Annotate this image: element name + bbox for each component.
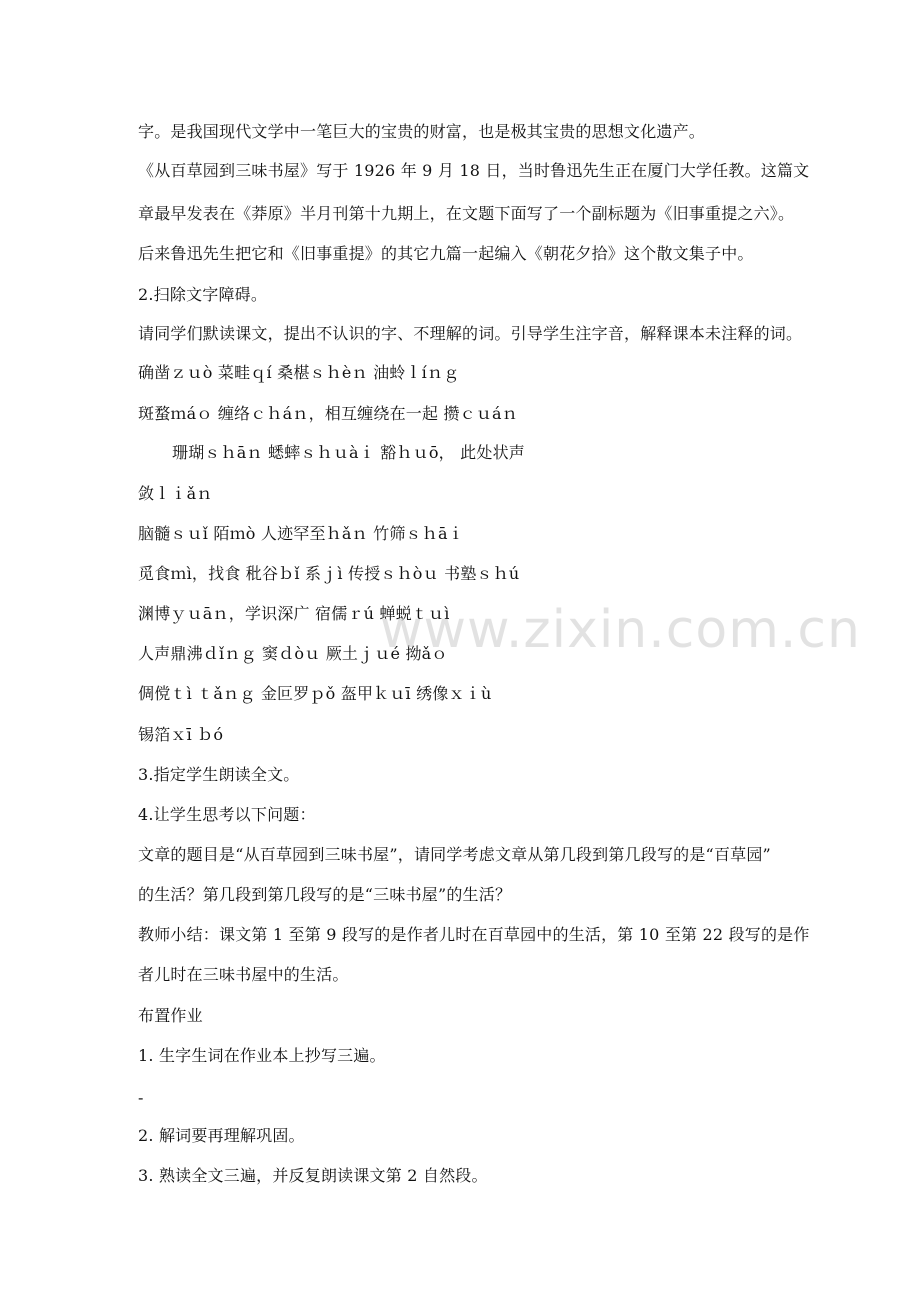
vocab-line: 锡箔ｘī ｂó — [138, 725, 224, 744]
text-line: 《从百草园到三味书屋》写于 1926 年 9 月 18 日，当时鲁迅先生正在厦门大学任教。这篇文 — [138, 161, 810, 180]
section-heading: 4.让学生思考以下问题： — [138, 805, 316, 824]
vocab-line: 确凿ｚｕò 菜畦ｑí 桑椹ｓｈèｎ 油蛉ｌíｎｇ — [138, 363, 460, 382]
text-line: 教师小结：课文第 1 至第 9 段写的是作者儿时在百草园中的生活，第 10 至第 22 段写的是作 — [138, 925, 810, 944]
vocab-line: 觅食ｍì，找食 秕谷ｂǐ 系ｊì 传授ｓｈòｕ 书塾ｓｈú — [138, 564, 520, 583]
vocab-line: 敛ｌｉǎｎ — [138, 484, 213, 503]
homework-item: 2. 解词要再理解巩固。 — [138, 1126, 305, 1145]
vocab-line: 人声鼎沸ｄǐｎｇ 窦ｄòｕ 厥土ｊｕé 拗ǎｏ — [138, 644, 448, 663]
separator-mark: - — [138, 1088, 144, 1107]
vocab-line: 倜傥ｔì ｔǎｎｇ 金叵罗ｐǒ 盔甲ｋｕī 绣像ｘｉù — [138, 684, 492, 703]
text-line: 请同学们默读课文，提出不认识的字、不理解的词。引导学生注字音，解释课本未注释的词。 — [138, 324, 803, 343]
homework-item: 3. 熟读全文三遍，并反复朗读课文第 2 自然段。 — [138, 1166, 488, 1185]
vocab-line: 渊博ｙｕāｎ，学识深广 宿儒ｒú 蝉蜕ｔｕì — [138, 604, 450, 623]
vocab-line: 珊瑚ｓｈāｎ 蟋蟀ｓｈｕàｉ 豁ｈｕō， 此处状声 — [172, 443, 525, 462]
text-line: 的生活？第几段到第几段写的是“三味书屋”的生活？ — [138, 885, 512, 904]
section-heading: 2.扫除文字障碍。 — [138, 285, 268, 304]
vocab-line: 脑髓ｓｕǐ 陌ｍò 人迹罕至ｈǎｎ 竹筛ｓｈāｉ — [138, 524, 464, 543]
text-line: 章最早发表在《莽原》半月刊第十九期上，在文题下面写了一个副标题为《旧事重提之六》。 — [138, 204, 795, 223]
watermark: www.zixin.com.cn — [380, 600, 861, 660]
text-line: 者儿时在三味书屋中的生活。 — [138, 965, 349, 984]
text-line: 后来鲁迅先生把它和《旧事重提》的其它九篇一起编入《朝花夕拾》这个散文集子中。 — [138, 244, 754, 263]
vocab-line: 斑蝥ｍáｏ 缠络ｃｈáｎ，相互缠绕在一起 攒ｃｕáｎ — [138, 404, 518, 423]
section-heading: 布置作业 — [138, 1006, 203, 1025]
section-heading: 3.指定学生朗读全文。 — [138, 765, 300, 784]
text-line: 字。是我国现代文学中一笔巨大的宝贵的财富，也是极其宝贵的思想文化遗产。 — [138, 122, 706, 141]
text-line: 文章的题目是“从百草园到三味书屋”，请同学考虑文章从第几段到第几段写的是“百草园” — [138, 845, 771, 864]
homework-item: 1. 生字生词在作业本上抄写三遍。 — [138, 1046, 386, 1065]
